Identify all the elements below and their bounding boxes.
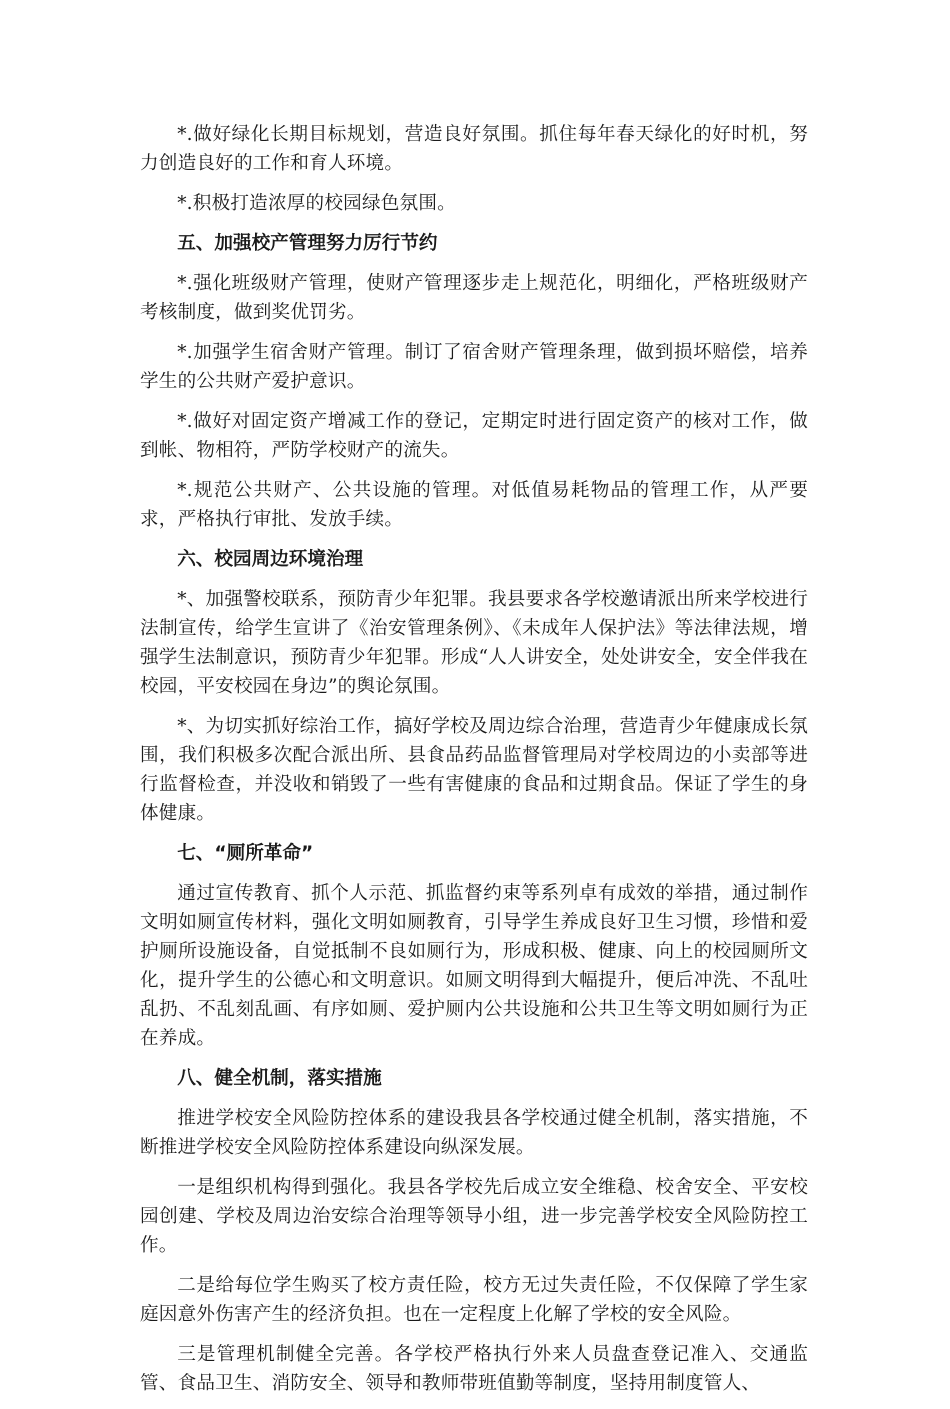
paragraph: *.加强学生宿舍财产管理。制订了宿舍财产管理条理，做到损坏赔偿，培养学生的公共财产爱护意识。 [140,342,808,392]
section-heading: 八、健全机制，落实措施 [177,1068,382,1089]
paragraph: 一是组织机构得到强化。我县各学校先后成立安全维稳、校舍安全、平安校园创建、学校及周边治安综合治理等领导小组，进一步完善学校安全风险防控工作。 [140,1177,808,1256]
section-heading: 七、“厕所革命” [177,843,314,864]
paragraph: *.做好对固定资产增减工作的登记，定期定时进行固定资产的核对工作，做到帐、物相符，严防学校财产的流失。 [140,411,808,461]
section-heading: 五、加强校产管理努力厉行节约 [177,233,438,254]
paragraph: 通过宣传教育、抓个人示范、抓监督约束等系列卓有成效的举措，通过制作文明如厕宣传材料，强化文明如厕教育，引导学生养成良好卫生习惯，珍惜和爱护厕所设施设备，自觉抵制不良如厕行为，形成积极、健康、向上的校园厕所文化，提升学生的公德心和文明意识。如厕文明得到大幅提升，便后冲洗、不乱吐乱扔、不乱刻乱画、有序如厕、爱护厕内公共设施和公共卫生等文明如厕行为正在养成。 [140,883,808,1049]
paragraph: 二是给每位学生购买了校方责任险，校方无过失责任险，不仅保障了学生家庭因意外伤害产生的经济负担。也在一定程度上化解了学校的安全风险。 [140,1275,808,1325]
paragraph: 推进学校安全风险防控体系的建设我县各学校通过健全机制，落实措施，不断推进学校安全风险防控体系建设向纵深发展。 [140,1108,808,1158]
paragraph: *、加强警校联系，预防青少年犯罪。我县要求各学校邀请派出所来学校进行法制宣传，给学生宣讲了《治安管理条例》、《未成年人保护法》等法律法规，增强学生法制意识，预防青少年犯罪。形成“人人讲安全，处处讲安全，安全伴我在校园，平安校园在身边”的舆论氛围。 [140,589,808,697]
paragraph: *.强化班级财产管理，使财产管理逐步走上规范化，明细化，严格班级财产考核制度，做到奖优罚劣。 [140,273,808,323]
document-page [140,120,808,1409]
paragraph: 三是管理机制健全完善。各学校严格执行外来人员盘查登记准入、交通监管、食品卫生、消防安全、领导和教师带班值勤等制度，坚持用制度管人、 [140,1344,808,1394]
paragraph: *、为切实抓好综治工作，搞好学校及周边综合治理，营造青少年健康成长氛围，我们积极多次配合派出所、县食品药品监督管理局对学校周边的小卖部等进行监督检查，并没收和销毁了一些有害健康的食品和过期食品。保证了学生的身体健康。 [140,716,808,824]
paragraph: *.积极打造浓厚的校园绿色氛围。 [177,193,456,214]
section-heading: 六、校园周边环境治理 [177,549,364,570]
paragraph: *.规范公共财产、公共设施的管理。对低值易耗物品的管理工作，从严要求，严格执行审批、发放手续。 [140,480,808,530]
paragraph: *.做好绿化长期目标规划，营造良好氛围。抓住每年春天绿化的好时机，努力创造良好的工作和育人环境。 [140,124,808,174]
